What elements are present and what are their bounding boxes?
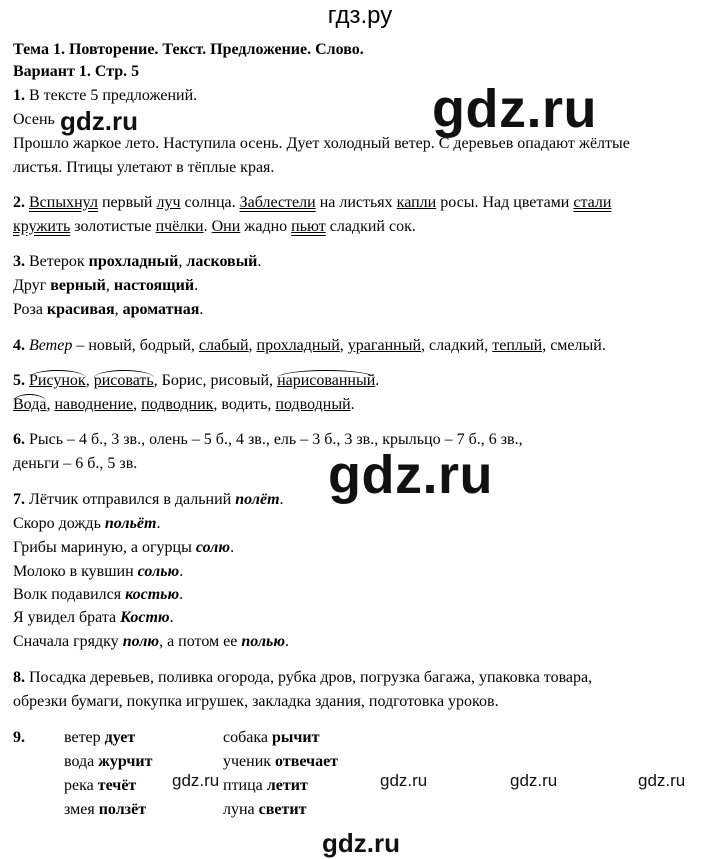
text-segment: ураганный <box>347 337 421 354</box>
text-segment: Друг <box>13 277 51 294</box>
text-segment: сладкий сок. <box>325 218 416 235</box>
text-segment: . <box>279 491 284 508</box>
text-segment: собака <box>223 729 272 746</box>
text-segment: солью <box>137 563 180 580</box>
text-segment: . <box>199 301 204 318</box>
text-segment: . <box>230 539 235 556</box>
watermark-top-right: gdz.ru <box>432 79 597 139</box>
text-segment: , <box>85 372 94 389</box>
site-title: гдз.ру <box>327 2 393 29</box>
watermark-row-1: gdz.ru <box>172 771 220 790</box>
text-segment: . <box>169 609 174 626</box>
text-segment: светит <box>258 801 307 818</box>
task-1-line-3: Прошло жаркое лето. Наступила осень. Дует холодный ветер. С деревьев опадают жёлтые <box>13 135 630 152</box>
task-7-line-3 <box>13 538 234 558</box>
text-segment: ласковый <box>186 253 258 270</box>
text-segment: , а потом ее <box>159 633 242 650</box>
text-segment: польёт <box>104 515 157 532</box>
task-9-right-4 <box>223 800 306 820</box>
task-3-line-1: 3. Ветерок прохладный, ласковый. <box>13 253 262 270</box>
task-5-line-2 <box>13 395 355 415</box>
task-9-left-4 <box>64 800 146 820</box>
text-segment: , <box>248 337 257 354</box>
text-segment: Ветер <box>29 337 73 354</box>
text-segment: солю <box>195 539 231 556</box>
task-1-line-1: 1. В тексте 5 предложений. <box>13 87 198 104</box>
text-segment: течёт <box>97 777 137 794</box>
task-6-line-1: 6. Рысь – 4 б., 3 зв., олень – 5 б., 4 зв., ель – 3 б., 3 зв., крыльцо – 7 б., 6 зв., <box>13 431 523 448</box>
text-segment: , <box>105 277 114 294</box>
text-segment: ученик <box>223 753 276 770</box>
task-8-line-2: обрезки бумаги, покупка игрушек, закладка здания, подготовка уроков. <box>13 693 499 710</box>
text-segment: пчёлки <box>155 218 204 235</box>
watermark-row-2: gdz.ru <box>380 771 428 790</box>
task-2-line-2 <box>13 217 416 237</box>
task-2-line-1: 2. Вспыхнул первый луч солнца. Заблестели на листьях капли росы. Над цветами стали <box>13 194 612 211</box>
text-segment: журчит <box>98 753 153 770</box>
text-segment: капли <box>396 194 437 211</box>
text-segment: подводный <box>275 396 351 413</box>
text-segment: . <box>350 396 355 413</box>
text-segment: Лётчик отправился в дальний <box>25 491 236 508</box>
text-segment: Грибы мариную, а огурцы <box>13 539 196 556</box>
text-segment: река <box>64 777 98 794</box>
task-9-left-3 <box>64 776 136 796</box>
text-segment: ветер <box>64 729 105 746</box>
task-9-right-3 <box>223 776 308 796</box>
text-segment: ароматная <box>122 301 200 318</box>
text-segment: первый <box>97 194 157 211</box>
text-segment: костью <box>125 586 180 603</box>
task-3-line-3 <box>13 300 203 320</box>
text-segment: , водить, <box>213 396 276 413</box>
text-segment: ползёт <box>98 801 147 818</box>
text-segment: , <box>114 301 123 318</box>
task-9-left-2 <box>64 752 152 772</box>
task-3-line-2 <box>13 276 198 296</box>
text-segment: , Борис, рисовый, <box>153 372 278 389</box>
text-segment: Роза <box>13 301 47 318</box>
text-segment: рисовать <box>93 372 154 389</box>
text-segment: , сладкий, <box>421 337 493 354</box>
task-7-line-1: 7. Лётчик отправился в дальний полёт. <box>13 491 284 508</box>
text-segment: Я увидел брата <box>13 609 121 626</box>
task-7-line-5 <box>13 585 183 605</box>
text-segment: теплый <box>492 337 543 354</box>
text-segment: нарисованный <box>277 372 376 389</box>
task-4-line-1: 4. Ветер – новый, бодрый, слабый, прохладный, ураганный, сладкий, теплый, смелый. <box>13 337 606 354</box>
text-segment: . <box>203 218 212 235</box>
text-segment: летит <box>266 777 308 794</box>
text-segment: птица <box>223 777 267 794</box>
text-segment: , <box>46 396 55 413</box>
text-segment: рычит <box>271 729 320 746</box>
task-1-line-4: листья. Птицы улетают в тёплые края. <box>13 159 275 176</box>
topic-heading: Тема 1. Повторение. Текст. Предложение. Слово. <box>13 41 364 58</box>
watermark-center: gdz.ru <box>328 445 493 505</box>
text-segment: прохладный <box>256 337 340 354</box>
text-segment: луч <box>156 194 181 211</box>
text-segment: . <box>194 277 199 294</box>
text-segment: . <box>156 515 161 532</box>
watermark-row-4: gdz.ru <box>638 771 686 790</box>
text-segment: кружить <box>13 218 71 235</box>
text-segment: дует <box>104 729 136 746</box>
text-segment: жадно <box>240 218 292 235</box>
text-segment: . <box>179 586 184 603</box>
text-segment: прохладный <box>88 253 179 270</box>
text-segment: наводнение <box>54 396 134 413</box>
text-segment: . <box>179 563 184 580</box>
text-segment: полью <box>241 633 286 650</box>
text-segment: . <box>257 253 262 270</box>
text-segment: Молоко в кувшин <box>13 563 138 580</box>
text-segment: змея <box>64 801 99 818</box>
task-9-right-1 <box>223 728 319 748</box>
task-7-line-7 <box>13 632 289 652</box>
task-1-text-title: Осень <box>13 111 55 128</box>
text-segment: . <box>285 633 290 650</box>
task-7-line-6 <box>13 608 174 628</box>
text-segment: , смелый. <box>542 337 606 354</box>
text-segment: солнца. <box>180 194 240 211</box>
task-7-line-2 <box>13 514 160 534</box>
text-segment: стали <box>573 194 612 211</box>
text-segment: настоящий <box>113 277 195 294</box>
text-segment: Заблестели <box>239 194 316 211</box>
text-segment: – новый, бодрый, <box>72 337 199 354</box>
text-segment: росы. Над цветами <box>436 194 574 211</box>
task-9-right-2 <box>223 752 338 772</box>
text-segment: , <box>178 253 187 270</box>
text-segment: пьют <box>291 218 326 235</box>
text-segment: Костю <box>120 609 170 626</box>
watermark-small-left: gdz.ru <box>60 106 138 136</box>
text-segment: верный <box>50 277 106 294</box>
text-segment: Скоро дождь <box>13 515 105 532</box>
text-segment: полю <box>122 633 160 650</box>
task-6-line-2: деньги – 6 б., 5 зв. <box>13 455 138 472</box>
task-9-left-1 <box>64 728 135 748</box>
text-segment: , <box>339 337 348 354</box>
task-7-line-4 <box>13 562 183 582</box>
text-segment: подводник <box>141 396 214 413</box>
text-segment: золотистые <box>70 218 156 235</box>
text-segment: Вспыхнул <box>29 194 98 211</box>
task-9-number: 9. <box>13 729 25 746</box>
text-segment: слабый <box>198 337 249 354</box>
text-segment: Волк подавился <box>13 586 126 603</box>
text-segment: луна <box>223 801 259 818</box>
text-segment: красивая <box>46 301 115 318</box>
text-segment: . <box>375 372 380 389</box>
text-segment: отвечает <box>275 753 339 770</box>
variant-heading: Вариант 1. Стр. 5 <box>13 63 140 80</box>
text-segment: , <box>133 396 142 413</box>
text-segment: Ветерок <box>25 253 89 270</box>
text-segment: Рисунок <box>29 372 86 389</box>
task-8-line-1: 8. Посадка деревьев, поливка огорода, рубка дров, погрузка багажа, упаковка товара, <box>13 669 593 686</box>
text-segment: Они <box>211 218 241 235</box>
watermark-row-3: gdz.ru <box>510 771 558 790</box>
task-5-line-1: 5. Рисунок, рисовать, Борис, рисовый, нарисованный. <box>13 372 380 389</box>
text-segment: Сначала грядку <box>13 633 123 650</box>
watermark-bottom: gdz.ru <box>322 828 400 858</box>
text-segment: Вода <box>13 396 47 413</box>
text-segment: полёт <box>235 491 280 508</box>
text-segment: вода <box>64 753 99 770</box>
text-segment: на листьях <box>315 194 397 211</box>
